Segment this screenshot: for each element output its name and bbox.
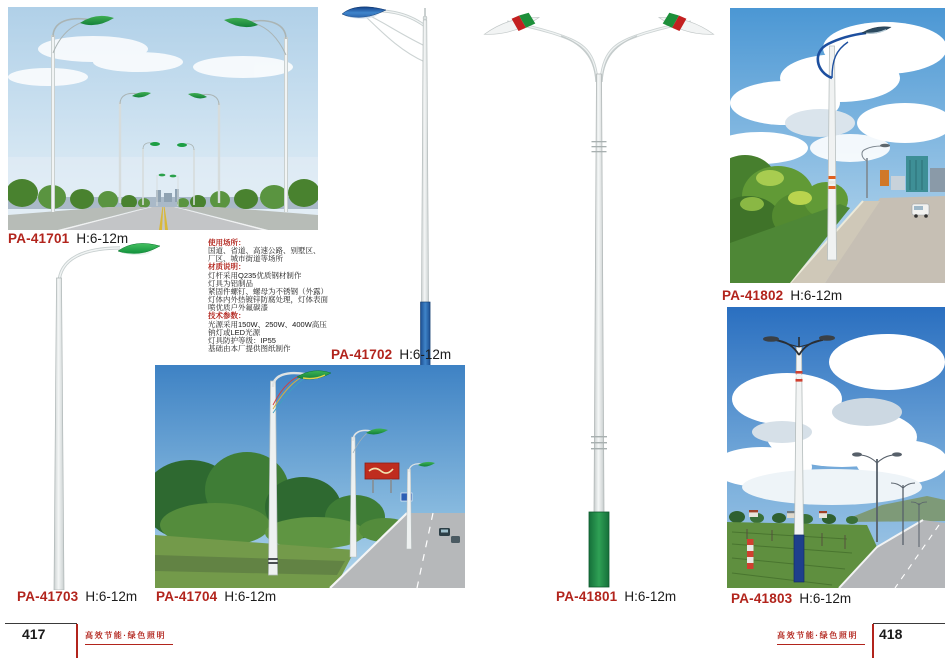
label-41703	[17, 589, 137, 604]
spec-usage-title: 使用场所：	[208, 238, 246, 247]
label-41803	[731, 591, 851, 606]
product-height: H:6-12m	[799, 591, 852, 606]
spec-tech-title: 技术参数：	[208, 311, 246, 321]
footer-left-rule	[5, 623, 77, 624]
label-41702	[331, 347, 451, 362]
spec-line: 光源采用150W、250W、400W高压	[208, 319, 327, 329]
red-white-rings	[796, 371, 803, 382]
highway-scene	[155, 365, 465, 588]
product-code: PA-41803	[731, 591, 793, 606]
spec-line: 灯体内外热镀锌防腐处理，灯体表面	[208, 295, 328, 305]
pole-base-blue	[794, 535, 804, 582]
footer-slogan-left: 高效节能·绿色照明	[85, 631, 167, 640]
product-height: H:6-12m	[624, 589, 677, 604]
lamp-head-left	[763, 336, 779, 342]
single-arm-lamp-blue-drawing	[338, 2, 450, 368]
double-arm-lamp-drawing	[477, 2, 723, 588]
spec-line: 厂区、城市街道等场所	[208, 254, 283, 264]
page-number-left: 417	[22, 626, 46, 642]
page-number-right: 418	[879, 626, 903, 642]
product-code: PA-41802	[722, 288, 784, 303]
striped-bollard	[747, 539, 754, 569]
product-code: PA-41704	[156, 589, 218, 604]
lamp-arm	[59, 248, 120, 284]
footer-left-divider	[76, 624, 78, 658]
label-41801	[556, 589, 676, 604]
product-height: H:6-12m	[85, 589, 138, 604]
product-height: H:6-12m	[399, 347, 452, 362]
footer-slogan-underline-left	[85, 644, 173, 645]
spec-line: 灯杆采用Q235优质钢材制作	[208, 270, 302, 280]
right-arm	[601, 22, 691, 80]
product-code: PA-41702	[331, 347, 393, 362]
product-height: H:6-12m	[76, 231, 129, 246]
pole-base-green	[589, 512, 609, 587]
footer-right-divider	[872, 624, 874, 658]
spec-line: 基础由本厂提供图纸制作	[208, 344, 291, 354]
lamp-head-blue	[342, 7, 386, 18]
lamp-pole	[828, 46, 837, 260]
product-code: PA-41701	[8, 231, 70, 246]
label-41704	[156, 589, 276, 604]
spec-text-block	[208, 239, 328, 353]
drawing-41702	[338, 2, 450, 368]
lamp-pole	[54, 278, 64, 590]
footer-slogan-right: 高效节能·绿色照明	[777, 631, 859, 640]
product-height: H:6-12m	[224, 589, 277, 604]
lamp-head-right	[819, 335, 835, 341]
rural-road-scene	[727, 307, 945, 588]
spec-line: 国道、省道、高速公路、别墅区、	[208, 246, 321, 256]
product-code: PA-41801	[556, 589, 618, 604]
lamp-head-left	[482, 11, 541, 39]
photo-41803	[727, 307, 945, 588]
spec-line: 钠灯或LED光源	[208, 327, 261, 337]
spec-line: 灯具防护等级：IP55	[208, 335, 276, 345]
product-code: PA-41703	[17, 589, 79, 604]
photo-41704	[155, 365, 465, 588]
label-41701	[8, 231, 128, 246]
spec-material-title: 材质说明：	[208, 262, 246, 272]
spec-line: 灯具为铝制品	[208, 278, 253, 288]
lamp-head-right	[657, 11, 716, 39]
lamp-pole	[421, 20, 428, 302]
spec-line: 紧固件螺钉、螺母为不锈钢（外露）	[208, 286, 328, 296]
photo-41701	[8, 7, 318, 230]
label-41802	[722, 288, 842, 303]
footer-slogan-underline-right	[777, 644, 865, 645]
photo-41802	[730, 8, 945, 283]
urban-street-scene	[730, 8, 945, 283]
left-arm	[507, 22, 597, 80]
spec-line: 喷优质户外氟碳漆	[208, 303, 268, 313]
street-avenue-scene	[8, 7, 318, 230]
footer-right-rule	[873, 623, 945, 624]
drawing-41801	[477, 2, 723, 588]
product-height: H:6-12m	[790, 288, 843, 303]
arm-support-2	[364, 15, 425, 62]
